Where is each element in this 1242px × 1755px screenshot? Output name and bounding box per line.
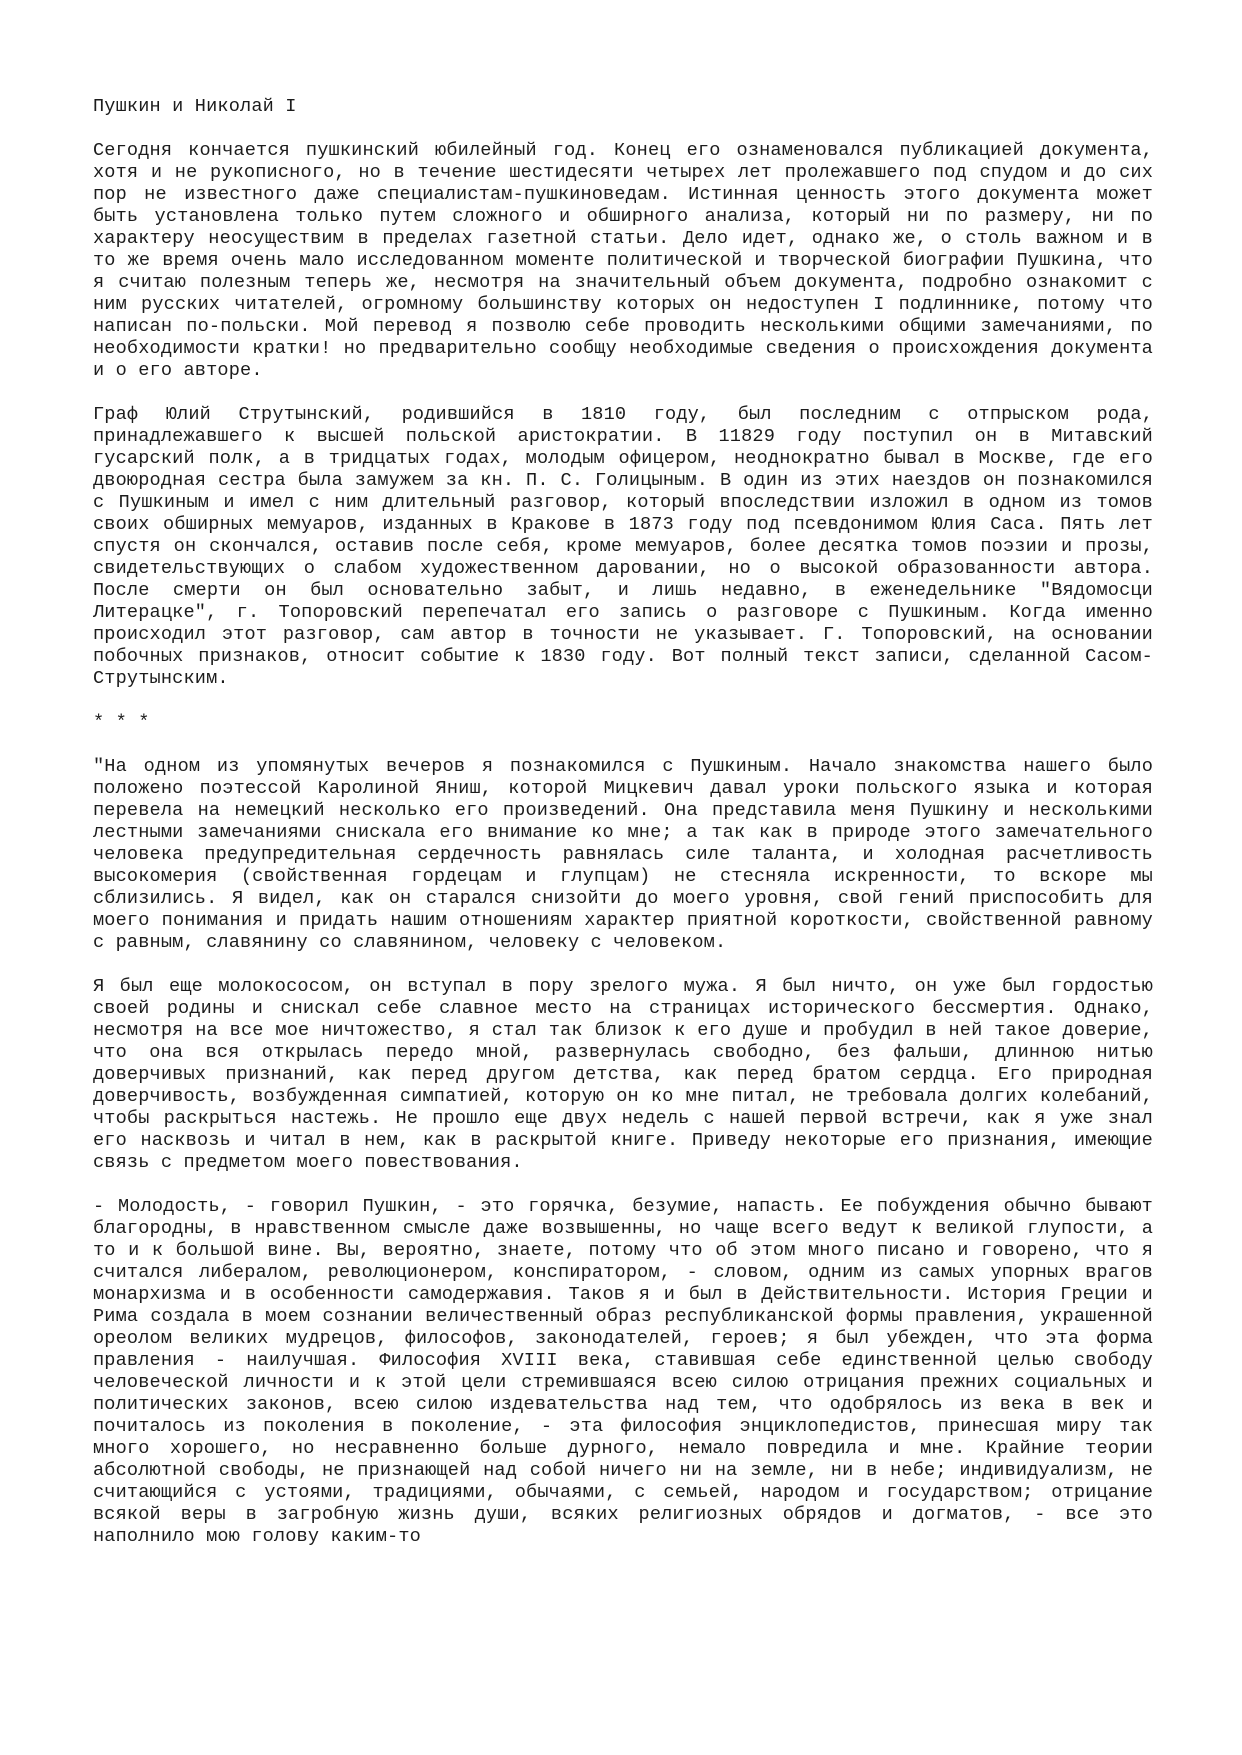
- paragraph-acquaintance: "На одном из упомянутых вечеров я познакомился с Пушкиным. Начало знакомства нашего было положено поэтессой Каролиной Яниш, которой Мицкевич давал уроки польского языка и которая перевела на немецкий несколько его произведений. Она представила меня Пушкину и несколькими лестными замечаниями снискала его внимание ко мне; а так как в природе этого замечательного человека предупредительная сердечность равнялась силе таланта, и холодная расчетливость высокомерия (свойственная гордецам и глупцам) не стесняла искренности, то вскоре мы сблизились. Я видел, как он старался снизойти до моего уровня, свой гений приспособить для моего понимания и придать нашим отношениям характер приятной короткости, свойственной равному с равным, славянину со славянином, человеку с человеком.: [93, 756, 1153, 953]
- paragraph-strutynsky: Граф Юлий Струтынский, родившийся в 1810 году, был последним с отпрыском рода, принадлежавшего к высшей польской аристократии. В 11829 году поступил он в Митавский гусарский полк, а в тридцатых годах, молодым офицером, неоднократно бывал в Москве, где его двоюродная сестра была замужем за кн. П. С. Голицыным. В один из этих наездов он познакомился с Пушкиным и имел с ним длительный разговор, который впоследствии изложил в одном из томов своих обширных мемуаров, изданных в Кракове в 1873 году под псевдонимом Юлия Саса. Пять лет спустя он скончался, оставив после себя, кроме мемуаров, более десятка томов поэзии и прозы, свидетельствующих о слабом художественном даровании, но о высокой образованности автора. После смерти он был основательно забыт, и лишь недавно, в еженедельнике "Вядомосци Литерацке", г. Топоровский перепечатал его запись о разговоре с Пушкиным. Когда именно происходил этот разговор, сам автор в точности не указывает. Г. Топоровский, на основании побочных признаков, относит событие к 1830 году. Вот полный текст записи, сделанной Сасом-Струтынским.: [93, 404, 1153, 689]
- paragraph-youth: Я был еще молокососом, он вступал в пору зрелого мужа. Я был ничто, он уже был гордостью своей родины и снискал себе славное место на страницах исторического бессмертия. Однако, несмотря на все мое ничтожество, я стал так близок к его душе и пробудил в ней такое доверие, что она вся открылась передо мной, развернулась свободно, без фальши, длинною нитью доверчивых признаний, как перед другом детства, как перед братом сердца. Его природная доверчивость, возбужденная симпатией, которую он ко мне питал, не требовала долгих колебаний, чтобы раскрыться настежь. Не прошло еще двух недель с нашей первой встречи, как я уже знал его насквозь и читал в нем, как в раскрытой книге. Приведу некоторые его признания, имеющие связь с предметом моего повествования.: [93, 976, 1153, 1173]
- document-title: Пушкин и Николай I: [93, 96, 297, 117]
- paragraph-intro: Сегодня кончается пушкинский юбилейный год. Конец его ознаменовался публикацией документа, хотя и не рукописного, но в течение шестидесяти четырех лет пролежавшего под спудом и до сих пор не известного даже специалистам-пушкиноведам. Истинная ценность этого документа может быть установлена только путем сложного и обширного анализа, который ни по размеру, ни по характеру неосуществим в пределах газетной статьи. Дело идет, однако же, о столь важном и в то же время очень мало исследованном моменте политической и творческой биографии Пушкина, что я считаю полезным теперь же, несмотря на значительный объем документа, подробно ознакомит с ним русских читателей, огромному большинству которых он недоступен I подлиннике, потому что написан по-польски. Мой перевод я позволю себе проводить несколькими общими замечаниями, по необходимости кратки! но предварительно сообщу необходимые сведения о происхождения документа и о его авторе.: [93, 140, 1153, 381]
- section-separator: * * *: [93, 712, 150, 733]
- paragraph-pushkin-speech: - Молодость, - говорил Пушкин, - это горячка, безумие, напасть. Ее побуждения обычно бывают благородны, в нравственном смысле даже возвышенны, но чаще всего ведут к великой глупости, а то и к большой вине. Вы, вероятно, знаете, потому что об этом много писано и говорено, что я считался либералом, революционером, конспиратором, - словом, одним из самых упорных врагов монархизма и в особенности самодержавия. Таков я и был в Действительности. История Греции и Рима создала в моем сознании величественный образ республиканской формы правления, украшенной ореолом великих мудрецов, философов, законодателей, героев; я был убежден, что эта форма правления - наилучшая. Философия XVIII века, ставившая себе единственной целью свободу человеческой личности и к этой цели стремившаяся всею силою отрицания прежних социальных и политических законов, всею силою издевательства над тем, что одобрялось из века в век и почиталось из поколения в поколение, - эта философия энциклопедистов, принесшая миру так много хорошего, но несравненно больше дурного, немало повредила и мне. Крайние теории абсолютной свободы, не признающей над собой ничего ни на земле, ни в небе; индивидуализм, не считающийся с устоями, традициями, обычаями, с семьей, народом и государством; отрицание всякой веры в загробную жизнь души, всяких религиозных обрядов и догматов, - все это наполнило мою голову каким-то: [93, 1196, 1153, 1547]
- document-page: [93, 96, 1153, 1570]
